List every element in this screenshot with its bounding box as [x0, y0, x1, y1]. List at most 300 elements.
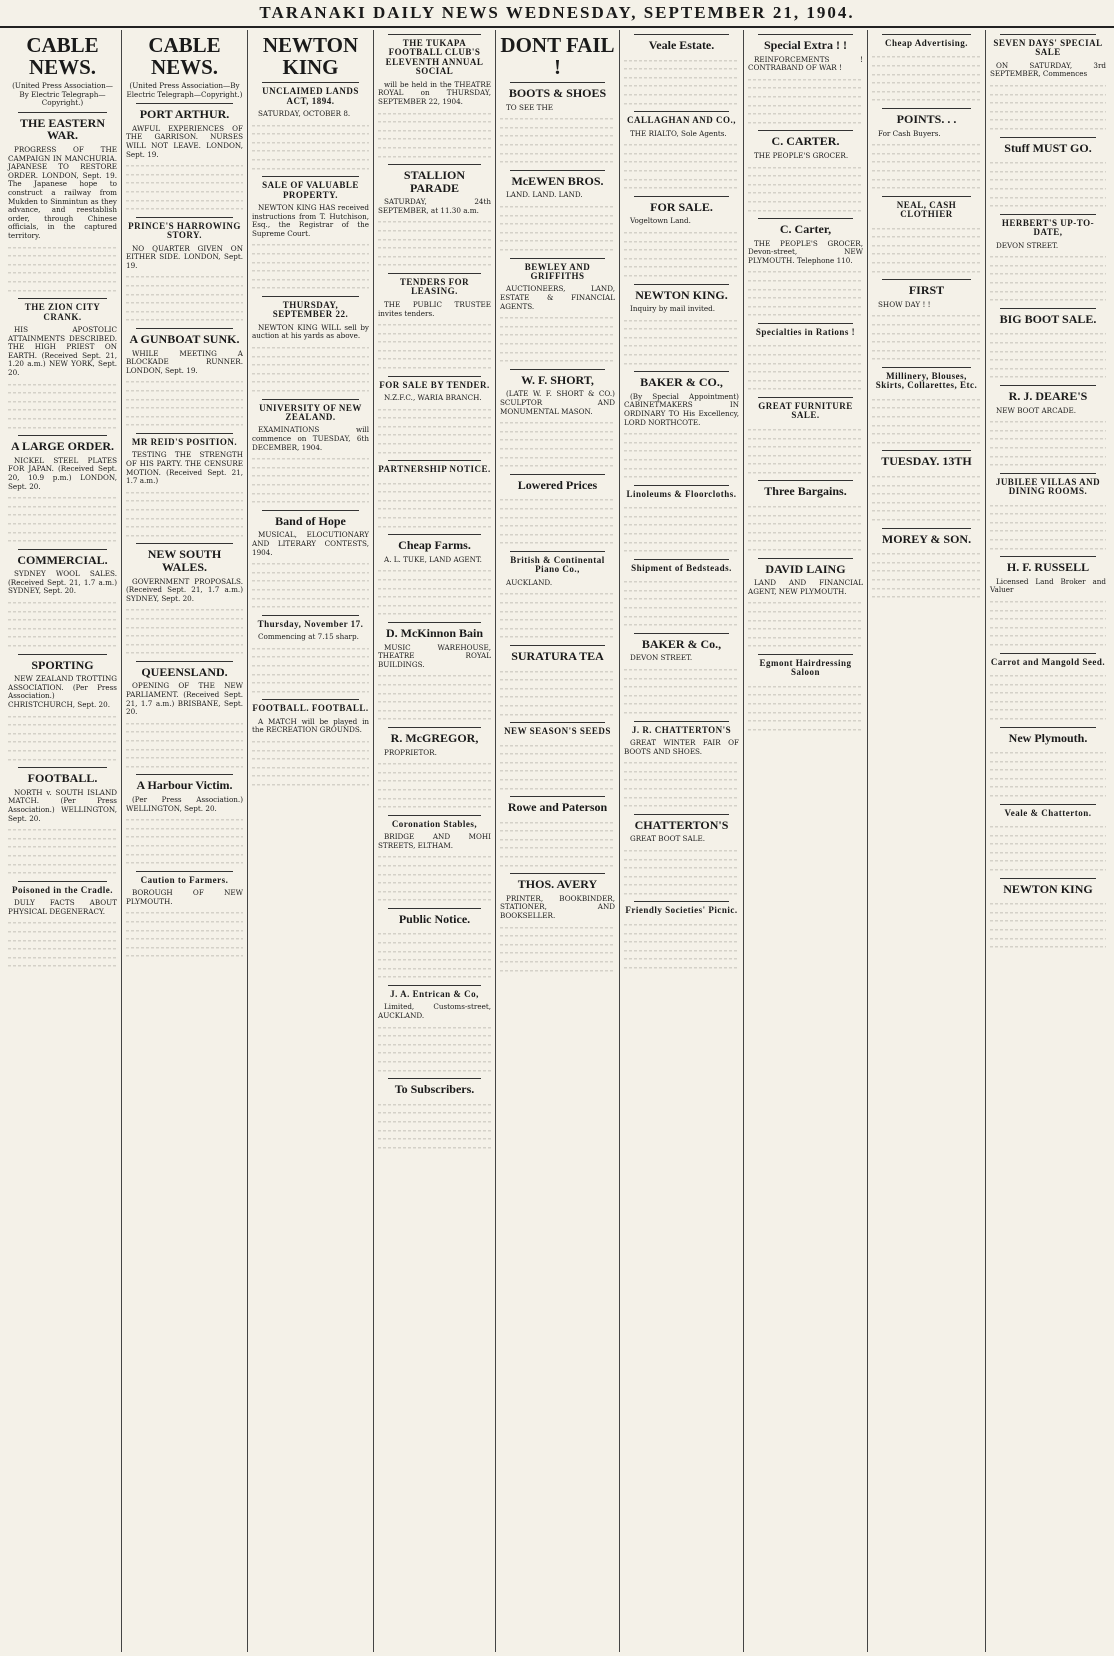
divider [634, 34, 729, 35]
text-line-placeholder [624, 429, 739, 438]
text-line-placeholder [8, 536, 117, 545]
text-line-placeholder [8, 519, 117, 528]
divider [510, 258, 605, 259]
divider [1000, 727, 1096, 728]
text-line-placeholder [252, 360, 369, 369]
section-text: OPENING OF THE NEW PARLIAMENT. (Received Sept. 21, 1.7 a.m.) BRISBANE, Sept. 20. [126, 681, 243, 717]
text-line-placeholder [378, 776, 491, 785]
divider [1000, 137, 1096, 138]
divider [388, 815, 481, 816]
section-text: PRINTER, BOOKBINDER, STATIONER, AND BOOKSELLER. [500, 893, 615, 921]
text-line-placeholder [748, 459, 863, 468]
divider [388, 908, 481, 909]
section-text: SHOW DAY ! ! [878, 299, 931, 309]
text-line-placeholder [378, 117, 491, 126]
text-line-placeholder [624, 758, 739, 767]
text-line-placeholder [624, 529, 739, 538]
text-line-placeholder [872, 249, 981, 258]
text-line-placeholder [624, 228, 739, 237]
text-line-placeholder [500, 504, 615, 513]
text-line-placeholder [624, 324, 739, 333]
text-line-placeholder [872, 346, 981, 355]
divider [1000, 308, 1096, 309]
text-line-placeholder [378, 1117, 491, 1126]
text-line-placeholder [624, 140, 739, 149]
text-line-placeholder [500, 123, 615, 132]
text-line-placeholder [990, 81, 1106, 90]
text-line-placeholder [252, 386, 369, 395]
divider [136, 433, 233, 434]
text-line-placeholder [8, 286, 117, 295]
text-line-placeholder [872, 481, 981, 490]
text-line-placeholder [252, 568, 369, 577]
text-line-placeholder [990, 856, 1106, 865]
text-line-placeholder [500, 957, 615, 966]
text-line-placeholder [8, 502, 117, 511]
section-text: A MATCH will be played in the RECREATION GROUNDS. [252, 716, 369, 735]
masthead [0, 0, 1114, 28]
text-line-placeholder [990, 671, 1106, 680]
section-text: DULY FACTS ABOUT PHYSICAL DEGENERACY. [8, 898, 117, 916]
section-heading: THOS. AVERY [517, 877, 598, 892]
text-line-placeholder [252, 585, 369, 594]
text-line-placeholder [378, 878, 491, 887]
text-line-placeholder [8, 720, 117, 729]
text-line-placeholder [252, 754, 369, 763]
text-line-placeholder [748, 171, 863, 180]
text-line-placeholder [990, 509, 1106, 518]
divider [136, 661, 233, 662]
text-line-placeholder [378, 689, 491, 698]
text-line-placeholder [126, 298, 243, 307]
text-line-placeholder [872, 157, 981, 166]
section-text: THE PUBLIC TRUSTEE invites tenders. [378, 299, 491, 318]
text-line-placeholder [8, 528, 117, 537]
divider [136, 103, 233, 104]
text-line-placeholder [500, 530, 615, 539]
text-line-placeholder [252, 687, 369, 696]
text-line-placeholder [872, 149, 981, 158]
text-line-placeholder [500, 923, 615, 932]
divider [882, 34, 971, 35]
text-line-placeholder [990, 269, 1106, 278]
text-line-placeholder [378, 243, 491, 252]
text-line-placeholder [990, 714, 1106, 723]
text-line-placeholder [252, 258, 369, 267]
text-line-placeholder [8, 825, 117, 834]
text-line-placeholder [872, 412, 981, 421]
divider [634, 485, 729, 486]
text-line-placeholder [872, 498, 981, 507]
text-line-placeholder [378, 405, 491, 414]
section-heading: QUEENSLAND. [141, 664, 228, 679]
text-line-placeholder [378, 1048, 491, 1057]
section-text: will be held in the THEATRE ROYAL on THURSDAY, SEPTEMBER 22, 1904. [378, 79, 491, 106]
text-line-placeholder [990, 287, 1106, 296]
divider [1000, 214, 1096, 215]
text-line-placeholder [126, 170, 243, 179]
text-line-placeholder [990, 434, 1106, 443]
text-line-placeholder [378, 1108, 491, 1117]
section-heading: UNIVERSITY OF NEW ZEALAND. [259, 402, 362, 422]
text-line-placeholder [500, 131, 615, 140]
section-text: NEWTON KING WILL sell by auction at his yards as above. [252, 322, 369, 341]
text-line-placeholder [8, 936, 117, 945]
text-line-placeholder [378, 697, 491, 706]
column-1 [4, 30, 122, 1652]
text-line-placeholder [378, 1143, 491, 1152]
text-line-placeholder [252, 644, 369, 653]
text-line-placeholder [252, 576, 369, 585]
text-line-placeholder [378, 861, 491, 870]
text-line-placeholder [378, 1134, 491, 1143]
column-2 [122, 30, 248, 1652]
text-line-placeholder [252, 138, 369, 147]
section-text: GOVERNMENT PROPOSALS. (Received Sept. 21, 1.7 a.m.) SYDNEY, Sept. 20. [126, 576, 243, 603]
text-line-placeholder [378, 504, 491, 513]
text-line-placeholder [748, 376, 863, 385]
text-line-placeholder [500, 607, 615, 616]
text-line-placeholder [252, 746, 369, 755]
text-line-placeholder [126, 505, 243, 514]
text-line-placeholder [990, 705, 1106, 714]
text-line-placeholder [378, 609, 491, 618]
text-line-placeholder [990, 329, 1106, 338]
section-heading: Veale Estate. [648, 38, 715, 52]
divider [758, 480, 853, 481]
text-line-placeholder [990, 688, 1106, 697]
text-line-placeholder [378, 235, 491, 244]
text-line-placeholder [624, 271, 739, 280]
divider [136, 217, 233, 218]
text-line-placeholder [748, 359, 863, 368]
text-line-placeholder [126, 631, 243, 640]
text-line-placeholder [252, 369, 369, 378]
section-text: SATURDAY, OCTOBER 8. [258, 108, 351, 118]
text-line-placeholder [252, 678, 369, 687]
text-line-placeholder [872, 232, 981, 241]
text-line-placeholder [500, 461, 615, 470]
text-line-placeholder [624, 359, 739, 368]
text-line-placeholder [990, 443, 1106, 452]
section-heading: NEAL, CASH CLOTHIER [896, 199, 957, 220]
text-line-placeholder [624, 237, 739, 246]
text-line-placeholder [624, 801, 739, 810]
text-line-placeholder [378, 413, 491, 422]
text-line-placeholder [126, 514, 243, 523]
text-line-placeholder [624, 620, 739, 629]
text-line-placeholder [624, 149, 739, 158]
divider [634, 196, 729, 197]
divider [18, 654, 107, 655]
text-line-placeholder [748, 511, 863, 520]
text-line-placeholder [624, 954, 739, 963]
text-line-placeholder [378, 448, 491, 457]
text-line-placeholder [378, 575, 491, 584]
text-line-placeholder [990, 115, 1106, 124]
text-line-placeholder [748, 442, 863, 451]
text-line-placeholder [990, 748, 1106, 757]
page-columns [4, 30, 1110, 1652]
text-line-placeholder [500, 766, 615, 775]
text-line-placeholder [252, 343, 369, 352]
text-line-placeholder [252, 763, 369, 772]
text-line-placeholder [252, 670, 369, 679]
text-line-placeholder [872, 258, 981, 267]
text-line-placeholder [990, 167, 1106, 176]
section-heading: FOOTBALL. FOOTBALL. [252, 703, 369, 714]
text-line-placeholder [126, 736, 243, 745]
text-line-placeholder [378, 1031, 491, 1040]
text-line-placeholder [624, 262, 739, 271]
section-heading: MR REID'S POSITION. [131, 436, 238, 447]
text-line-placeholder [748, 310, 863, 319]
text-line-placeholder [378, 109, 491, 118]
text-line-placeholder [748, 468, 863, 477]
text-line-placeholder [624, 73, 739, 82]
text-line-placeholder [990, 782, 1106, 791]
divider [758, 654, 853, 655]
text-line-placeholder [500, 741, 615, 750]
text-line-placeholder [378, 887, 491, 896]
text-line-placeholder [624, 855, 739, 864]
text-line-placeholder [126, 640, 243, 649]
text-line-placeholder [8, 260, 117, 269]
section-heading: Thursday, November 17. [257, 618, 364, 629]
text-line-placeholder [748, 536, 863, 545]
text-line-placeholder [990, 831, 1106, 840]
divider [510, 645, 605, 646]
text-line-placeholder [378, 601, 491, 610]
divider [388, 376, 481, 377]
divider [634, 633, 729, 634]
text-line-placeholder [252, 463, 369, 472]
text-line-placeholder [748, 451, 863, 460]
section-heading: TUESDAY. 13TH [881, 454, 972, 469]
text-line-placeholder [990, 460, 1106, 469]
text-line-placeholder [990, 501, 1106, 510]
section-heading: THE ZION CITY CRANK. [24, 302, 101, 322]
divider [262, 82, 359, 83]
text-line-placeholder [748, 367, 863, 376]
section-heading: To Subscribers. [394, 1082, 475, 1097]
section-heading: Stuff MUST GO. [1004, 140, 1092, 155]
text-line-placeholder [748, 641, 863, 650]
section-heading: Caution to Farmers. [140, 874, 229, 885]
text-line-placeholder [8, 405, 117, 414]
section-heading: SEVEN DAYS' SPECIAL SALE [993, 38, 1103, 58]
text-line-placeholder [624, 81, 739, 90]
text-line-placeholder [624, 503, 739, 512]
text-line-placeholder [500, 589, 615, 598]
text-line-placeholder [8, 493, 117, 502]
text-line-placeholder [748, 545, 863, 554]
text-line-placeholder [378, 143, 491, 152]
section-text: (By Special Appointment) CABINETMAKERS IN ORDINARY TO His Excellency, LORD NORTHCOTE. [624, 391, 739, 427]
text-line-placeholder [252, 454, 369, 463]
divider [634, 371, 729, 372]
text-line-placeholder [252, 737, 369, 746]
text-line-placeholder [500, 598, 615, 607]
section-heading: British & Continental Piano Co., [510, 554, 605, 575]
text-line-placeholder [500, 675, 615, 684]
text-line-placeholder [500, 843, 615, 852]
text-line-placeholder [990, 252, 1106, 261]
text-line-placeholder [872, 395, 981, 404]
section-heading: Egmont Hairdressing Saloon [759, 657, 852, 678]
text-line-placeholder [990, 791, 1106, 800]
text-line-placeholder [872, 70, 981, 79]
text-line-placeholder [872, 489, 981, 498]
divider [882, 367, 971, 368]
text-line-placeholder [8, 624, 117, 633]
text-line-placeholder [624, 520, 739, 529]
text-line-placeholder [624, 438, 739, 447]
text-line-placeholder [990, 426, 1106, 435]
divider [388, 985, 481, 986]
section-heading: FOR SALE BY TENDER. [379, 379, 490, 390]
section-heading: MOREY & SON. [881, 531, 972, 546]
text-line-placeholder [990, 338, 1106, 347]
text-line-placeholder [252, 471, 369, 480]
divider [18, 112, 107, 113]
text-line-placeholder [990, 98, 1106, 107]
text-line-placeholder [624, 767, 739, 776]
section-heading: Cheap Farms. [398, 538, 471, 553]
text-line-placeholder [748, 188, 863, 197]
section-heading: FOR SALE. [650, 199, 713, 214]
text-line-placeholder [126, 187, 243, 196]
text-line-placeholder [990, 355, 1106, 364]
divider [882, 108, 971, 109]
text-line-placeholder [126, 841, 243, 850]
section-text: (LATE W. F. SHORT & CO.) SCULPTOR AND MONUMENTAL MASON. [500, 389, 615, 416]
text-line-placeholder [378, 346, 491, 355]
text-line-placeholder [624, 872, 739, 881]
text-line-placeholder [624, 963, 739, 972]
text-line-placeholder [126, 762, 243, 771]
text-line-placeholder [872, 549, 981, 558]
divider [634, 901, 729, 902]
text-line-placeholder [252, 275, 369, 284]
divider [758, 323, 853, 324]
section-heading: A Harbour Victim. [136, 778, 233, 793]
text-line-placeholder [126, 403, 243, 412]
section-text: (Per Press Association.) WELLINGTON, Sept. 20. [126, 795, 243, 813]
text-line-placeholder [624, 157, 739, 166]
section-text: AWFUL EXPERIENCES OF THE GARRISON. NURSES WILL NOT LEAVE. LONDON, Sept. 19. [126, 123, 243, 159]
text-line-placeholder [624, 245, 739, 254]
divider [634, 814, 729, 815]
text-line-placeholder [748, 118, 863, 127]
text-line-placeholder [748, 598, 863, 607]
text-line-placeholder [990, 925, 1106, 934]
text-line-placeholder [252, 240, 369, 249]
text-line-placeholder [378, 566, 491, 575]
text-line-placeholder [748, 109, 863, 118]
section-heading: POINTS. . . [896, 112, 957, 126]
section-heading: Shipment of Bedsteads. [631, 562, 732, 573]
text-line-placeholder [8, 397, 117, 406]
text-line-placeholder [126, 531, 243, 540]
divider [1000, 473, 1096, 474]
divider [1000, 556, 1096, 557]
text-line-placeholder [378, 706, 491, 715]
section-heading: A LARGE ORDER. [10, 439, 114, 454]
text-line-placeholder [252, 266, 369, 275]
text-line-placeholder [990, 757, 1106, 766]
divider [388, 34, 481, 35]
text-line-placeholder [378, 802, 491, 811]
text-line-placeholder [990, 278, 1106, 287]
text-line-placeholder [748, 502, 863, 511]
text-line-placeholder [990, 184, 1106, 193]
text-line-placeholder [500, 521, 615, 530]
text-line-placeholder [126, 917, 243, 926]
text-line-placeholder [8, 510, 117, 519]
text-line-placeholder [990, 261, 1106, 270]
text-line-placeholder [8, 953, 117, 962]
text-line-placeholder [872, 329, 981, 338]
column-subtitle: (United Press Association—By Electric Telegraph—Copyright.) [12, 81, 113, 108]
text-line-placeholder [252, 121, 369, 130]
text-line-placeholder [126, 745, 243, 754]
text-line-placeholder [872, 584, 981, 593]
divider [18, 881, 107, 882]
section-heading: UNCLAIMED LANDS ACT, 1894. [262, 86, 359, 106]
text-line-placeholder [500, 228, 615, 237]
text-line-placeholder [990, 597, 1106, 606]
text-line-placeholder [252, 780, 369, 789]
text-line-placeholder [748, 293, 863, 302]
divider [18, 298, 107, 299]
text-line-placeholder [624, 455, 739, 464]
text-line-placeholder [624, 889, 739, 898]
text-line-placeholder [126, 395, 243, 404]
text-line-placeholder [378, 487, 491, 496]
text-line-placeholder [252, 652, 369, 661]
text-line-placeholder [8, 746, 117, 755]
text-line-placeholder [872, 95, 981, 104]
text-line-placeholder [872, 472, 981, 481]
section-heading: NEW SOUTH WALES. [147, 547, 222, 574]
column-title: NEWTON KING [262, 33, 359, 80]
text-line-placeholder [500, 453, 615, 462]
masthead-title: TARANAKI DAILY NEWS WEDNESDAY, SEPTEMBER 21, 1904. [259, 3, 855, 22]
text-line-placeholder [378, 260, 491, 269]
text-line-placeholder [126, 272, 243, 281]
divider [758, 558, 853, 559]
text-line-placeholder [872, 421, 981, 430]
section-text: THE PEOPLE'S GROCER, Devon-street, NEW PLYMOUTH. Telephone 110. [748, 238, 863, 265]
text-line-placeholder [872, 166, 981, 175]
section-text: Commencing at 7.15 sharp. [258, 632, 359, 642]
text-line-placeholder [500, 211, 615, 220]
section-heading: JUBILEE VILLAS AND DINING ROOMS. [995, 476, 1101, 497]
text-line-placeholder [500, 667, 615, 676]
text-line-placeholder [748, 716, 863, 725]
text-line-placeholder [378, 320, 491, 329]
text-line-placeholder [500, 940, 615, 949]
text-line-placeholder [126, 815, 243, 824]
section-text: REINFORCEMENTS ! CONTRABAND OF WAR ! [748, 54, 863, 73]
text-line-placeholder [872, 566, 981, 575]
text-line-placeholder [378, 513, 491, 522]
section-text: THE RIALTO, Sole Agents. [630, 128, 727, 138]
column-6 [620, 30, 744, 1652]
text-line-placeholder [990, 916, 1106, 925]
section-text: DEVON STREET. [996, 240, 1059, 250]
